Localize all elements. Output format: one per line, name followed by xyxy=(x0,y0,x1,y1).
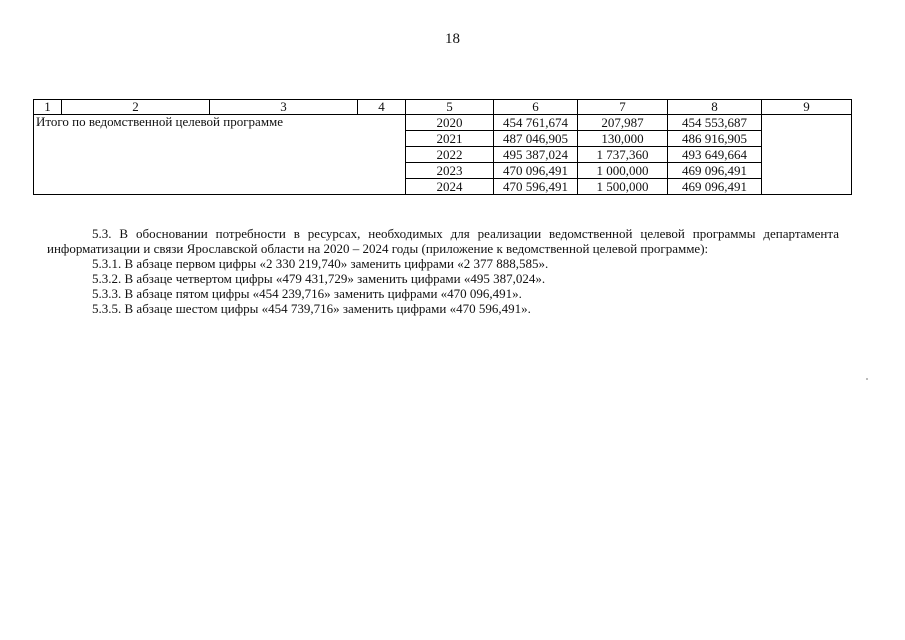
budget-table xyxy=(33,99,852,195)
header-cell-3: 3 xyxy=(210,100,358,115)
amendment-item-1: 5.3.1. В абзаце первом цифры «2 330 219,740» заменить цифрами «2 377 888,585». xyxy=(92,256,549,271)
header-cell-9: 9 xyxy=(762,100,852,115)
value-cell-col6: 454 761,674 xyxy=(494,115,578,131)
amendment-item-4: 5.3.5. В абзаце шестом цифры «454 739,716» заменить цифрами «470 596,491». xyxy=(92,301,531,316)
year-cell: 2024 xyxy=(406,179,494,195)
value-cell-col7: 130,000 xyxy=(578,131,668,147)
year-cell: 2023 xyxy=(406,163,494,179)
table-header-row xyxy=(34,100,852,115)
scan-speck xyxy=(866,378,868,380)
header-cell-2: 2 xyxy=(62,100,210,115)
value-cell-col7: 1 737,360 xyxy=(578,147,668,163)
year-cell: 2021 xyxy=(406,131,494,147)
header-cell-8: 8 xyxy=(668,100,762,115)
amendment-text xyxy=(47,226,839,316)
header-cell-6: 6 xyxy=(494,100,578,115)
empty-cell-col9 xyxy=(762,115,852,195)
value-cell-col7: 207,987 xyxy=(578,115,668,131)
page-number: 18 xyxy=(445,31,460,47)
header-cell-5: 5 xyxy=(406,100,494,115)
value-cell-col8: 454 553,687 xyxy=(668,115,762,131)
value-cell-col6: 470 096,491 xyxy=(494,163,578,179)
header-cell-1: 1 xyxy=(34,100,62,115)
intro-paragraph: 5.3. В обосновании потребности в ресурсах, необходимых для реализации ведомственной целевой программы департамента информатизации и связи Ярославской области на 2020 – 2024 годы (приложение к ведомственной целевой программе): xyxy=(47,226,839,256)
year-cell: 2022 xyxy=(406,147,494,163)
value-cell-col8: 493 649,664 xyxy=(668,147,762,163)
value-cell-col8: 486 916,905 xyxy=(668,131,762,147)
value-cell-col8: 469 096,491 xyxy=(668,179,762,195)
value-cell-col6: 470 596,491 xyxy=(494,179,578,195)
value-cell-col6: 487 046,905 xyxy=(494,131,578,147)
value-cell-col6: 495 387,024 xyxy=(494,147,578,163)
amendment-item-2: 5.3.2. В абзаце четвертом цифры «479 431,729» заменить цифрами «495 387,024». xyxy=(92,271,546,286)
value-cell-col8: 469 096,491 xyxy=(668,163,762,179)
value-cell-col7: 1 500,000 xyxy=(578,179,668,195)
header-cell-7: 7 xyxy=(578,100,668,115)
total-label-cell: Итого по ведомственной целевой программе xyxy=(34,115,406,195)
amendment-item-3: 5.3.3. В абзаце пятом цифры «454 239,716» заменить цифрами «470 096,491». xyxy=(92,286,522,301)
value-cell-col7: 1 000,000 xyxy=(578,163,668,179)
table-row xyxy=(34,115,852,131)
header-cell-4: 4 xyxy=(358,100,406,115)
year-cell: 2020 xyxy=(406,115,494,131)
